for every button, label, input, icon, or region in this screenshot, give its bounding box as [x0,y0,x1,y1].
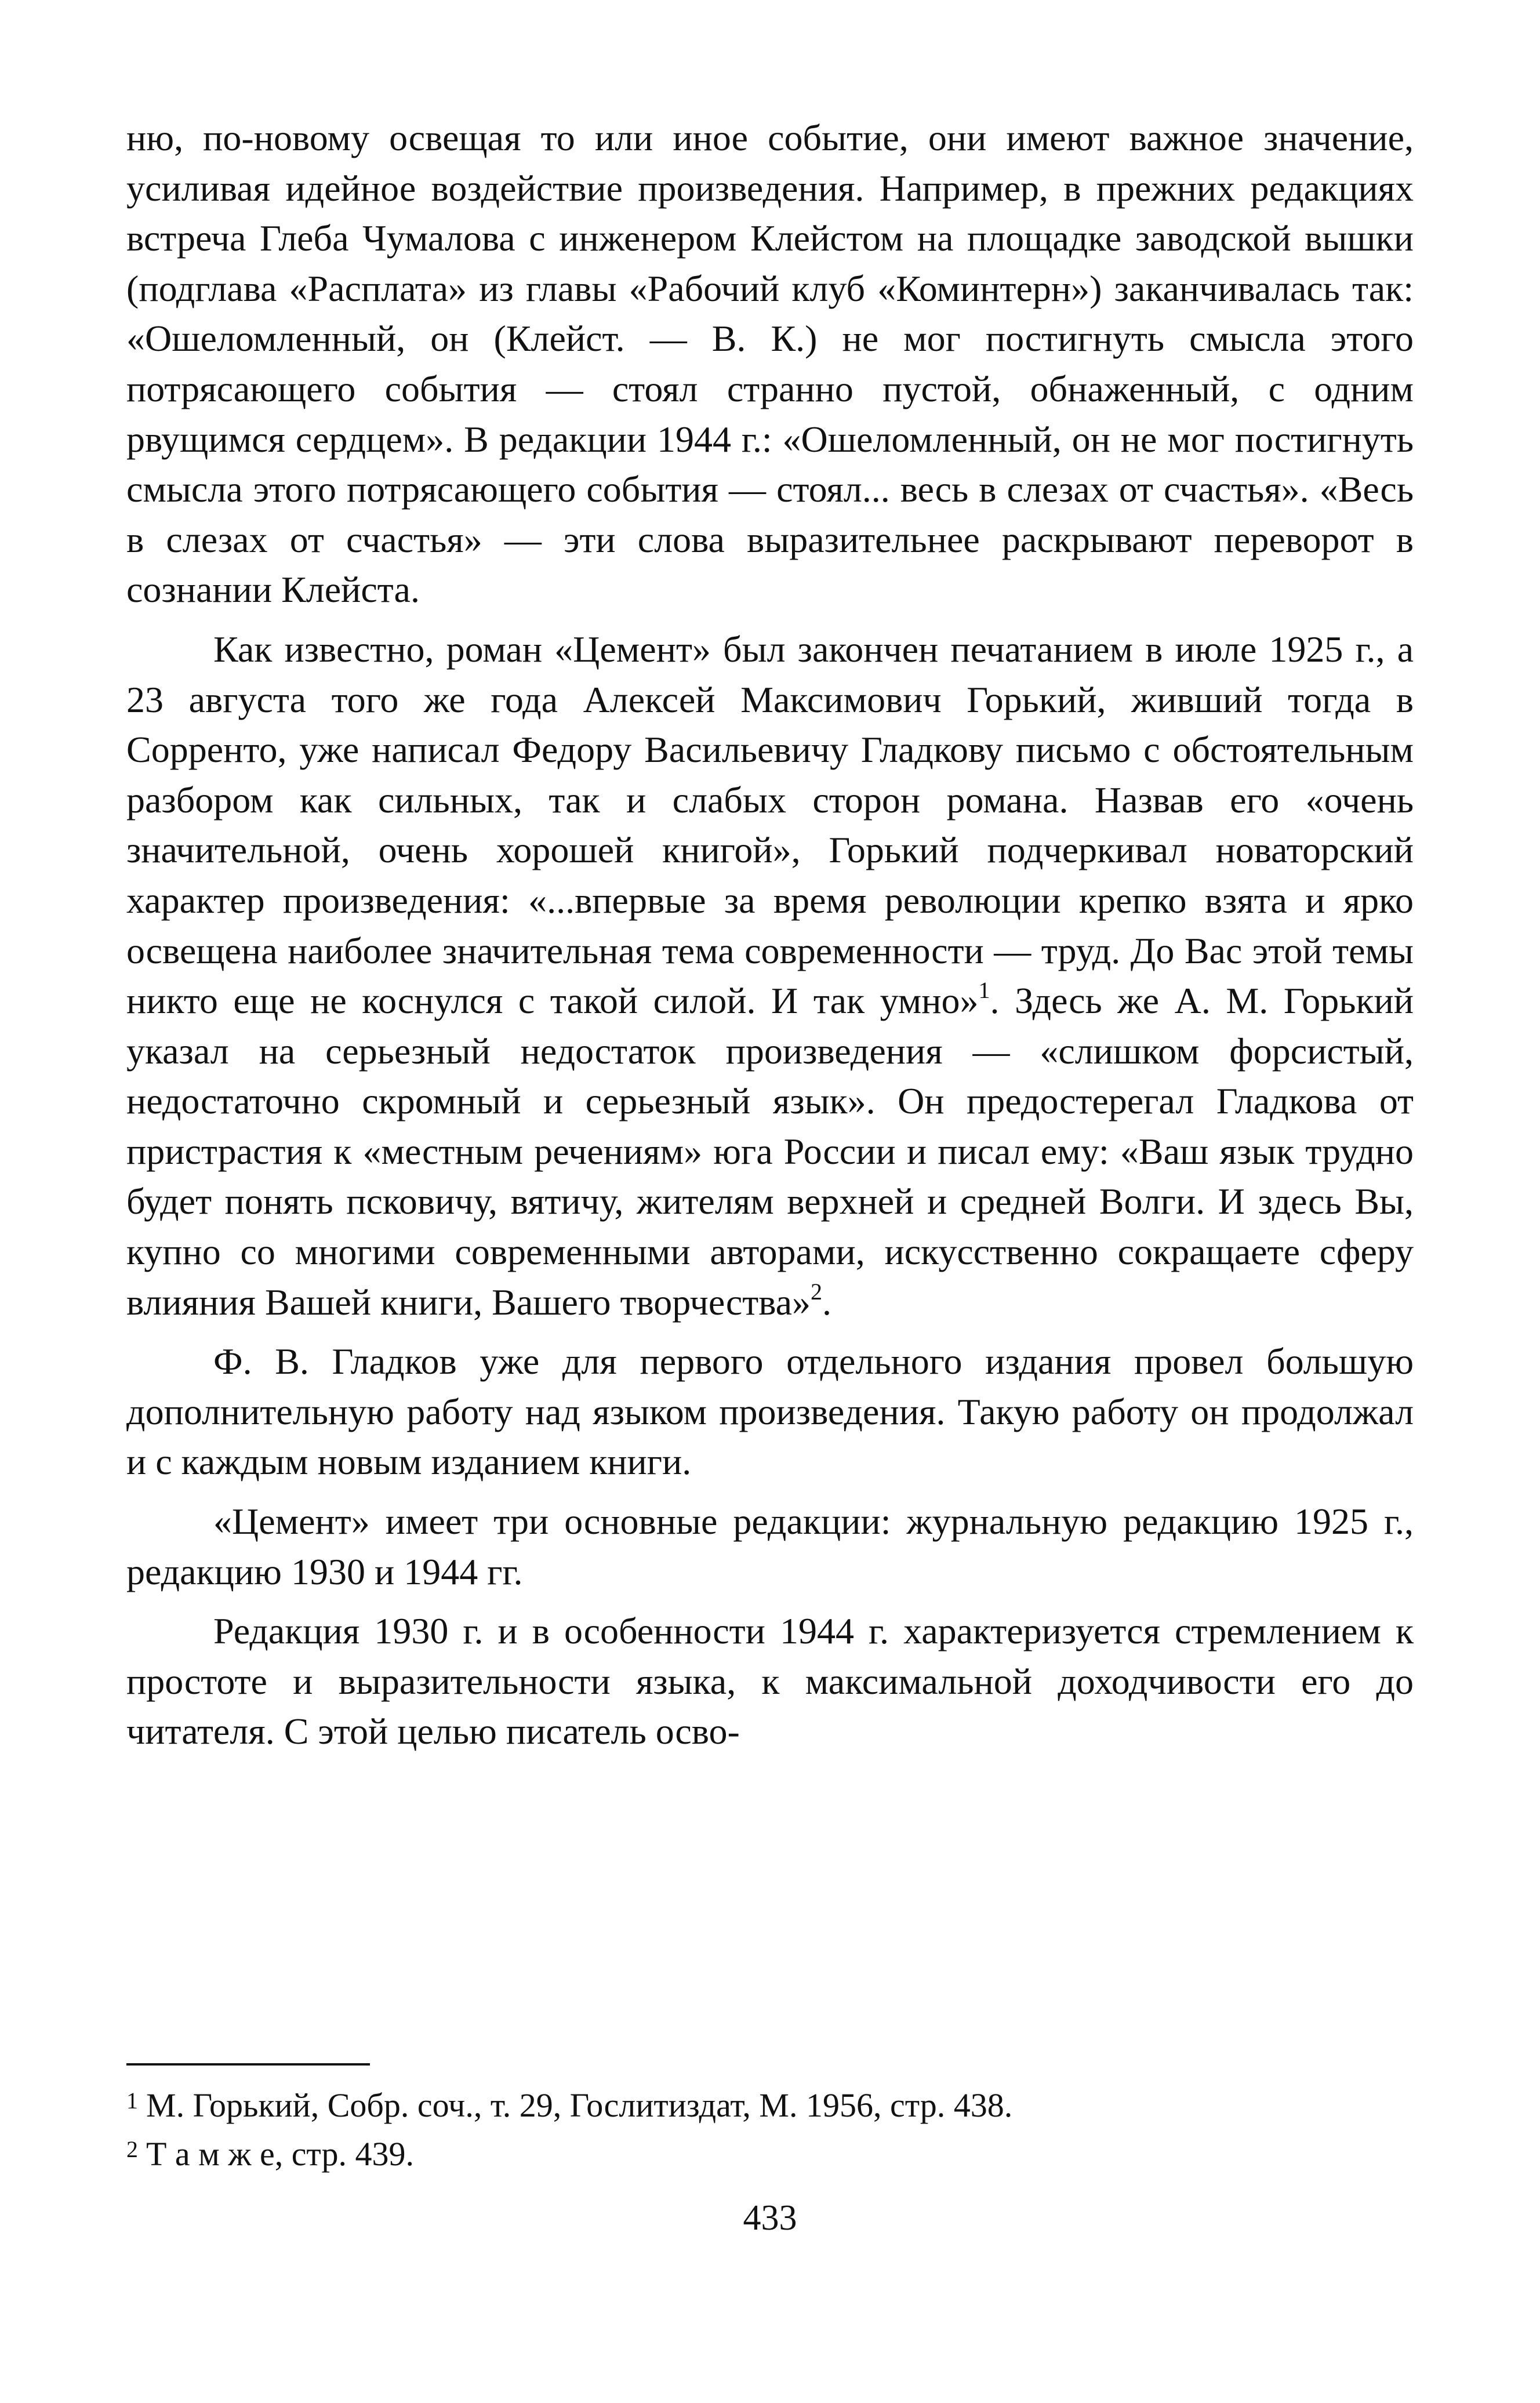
paragraph-5: Редакция 1930 г. и в особенности 1944 г. характеризуется стремлением к простоте и выразительности языка, к максимальной доходчивости его до читателя. С этой целью писатель осво- [126,1610,1414,1752]
footnote-mark-1: 1 [126,2088,138,2114]
paragraph-2-part-3: . [822,1281,831,1323]
footnote-text-1: М. Горький, Собр. соч., т. 29, Гослитиздат, М. 1956, стр. 438. [146,2086,1013,2124]
footnotes [126,2079,1414,2176]
footnote-divider [126,2063,370,2066]
paragraph-2-part-1: Как известно, роман «Цемент» был закончен печатанием в июле 1925 г., а 23 августа того же года Алексей Максимович Горький, живший тогда в Сорренто, уже написал Федору Васильевичу Гладкову письмо с обстоятельным разбором как сильных, так и слабых сторон романа. Назвав его «очень значительной, очень хорошей книгой», Горький подчеркивал новаторский характер произведения: «...впервые за время революции крепко взята и ярко освещена наиболее значительная тема современности — труд. До Вас этой темы никто еще не коснулся с такой силой. И так умно» [126,628,1414,1022]
footnote-2 [126,2128,1414,2176]
footnote-ref-2: 2 [811,1278,822,1305]
paragraph-3: Ф. В. Гладков уже для первого отдельного издания провел большую дополнительную работу над языком произведения. Такую работу он продолжал и с каждым новым изданием книги. [126,1341,1414,1483]
main-text [126,113,1414,1757]
paragraph-2 [126,625,1414,1327]
paragraph-4: «Цемент» имеет три основные редакции: журнальную редакцию 1925 г., редакцию 1930 и 1944 гг. [126,1501,1414,1592]
paragraph-2-part-2: . Здесь же А. М. Горький указал на серьезный недостаток произведения — «слишком форсистый, недостаточно скромный и серьезный язык». Он предостерегал Гладкова от пристрастия к «местным речениям» юга России и писал ему: «Ваш язык трудно будет понять псковичу, вятичу, жителям верхней и средней Волги. И здесь Вы, купно со многими современными авторами, искусственно сокращаете сферу влияния Вашей книги, Вашего творчества» [126,980,1414,1323]
footnote-1 [126,2079,1414,2128]
paragraph-1: ню, по-новому освещая то или иное событие, они имеют важное значение, усиливая идейное воздействие произведения. Например, в прежних редакциях встреча Глеба Чумалова с инженером Клейстом на площадке заводской вышки (подглава «Расплата» из главы «Рабочий клуб «Коминтерн») заканчивалась так: «Ошеломленный, он (Клейст. — В. К.) не мог постигнуть смысла этого потрясающего события — стоял странно пустой, обнаженный, с одним рвущимся сердцем». В редакции 1944 г.: «Ошеломленный, он не мог постигнуть смысла этого потрясающего события — стоял... весь в слезах от счастья». «Весь в слезах от счастья» — эти слова выразительнее раскрывают переворот в сознании Клейста. [126,117,1414,611]
footnote-text-2: Т а м ж е, стр. 439. [146,2135,414,2173]
footnote-mark-2: 2 [126,2136,138,2162]
footnote-ref-1: 1 [978,977,990,1004]
page-number: 433 [743,2198,797,2238]
